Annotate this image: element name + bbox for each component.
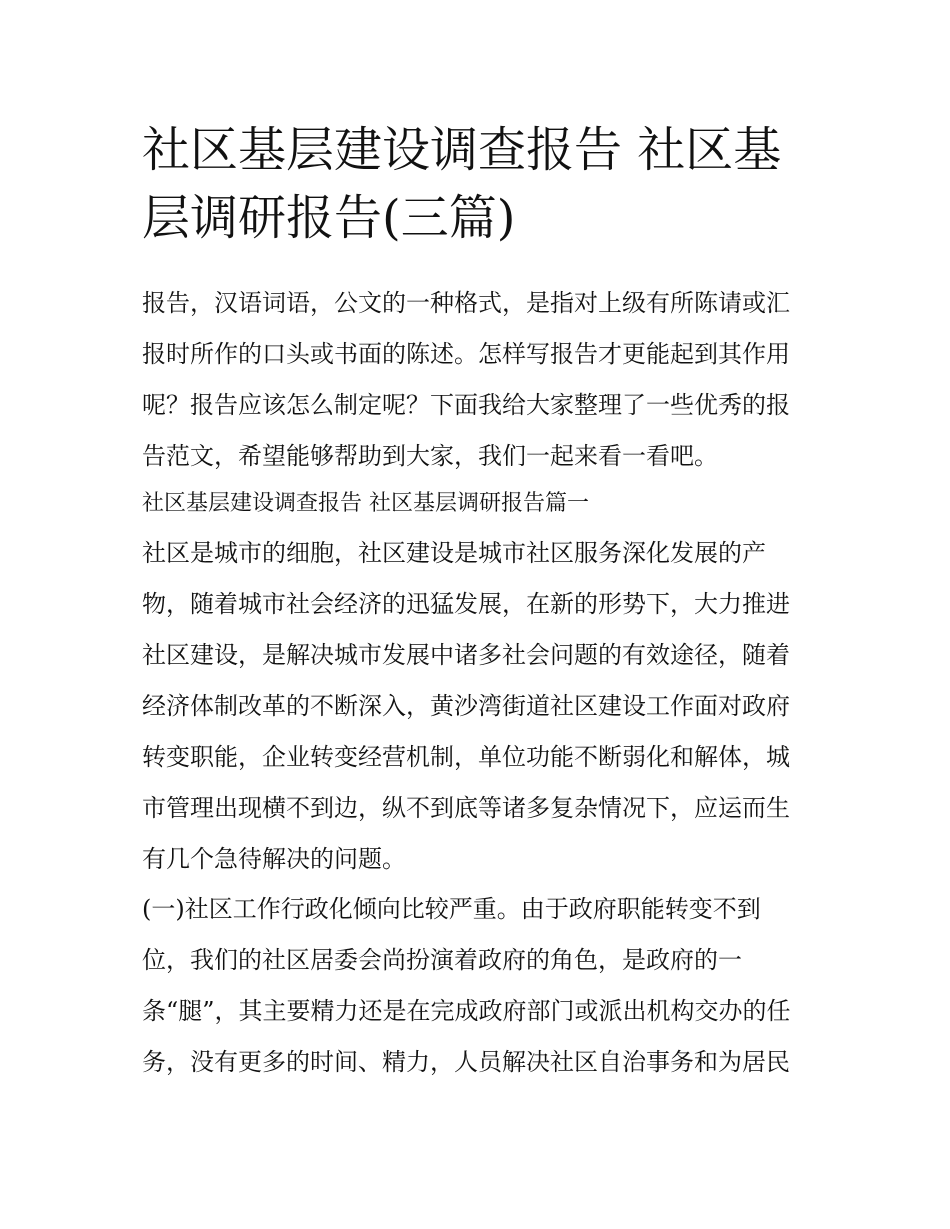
- text-line: 务，没有更多的时间、精力，人员解决社区自治事务和为居民: [142, 1048, 790, 1076]
- body-paragraph: [142, 528, 814, 885]
- text-line: (一)社区工作行政化倾向比较严重。由于政府职能转变不到: [142, 895, 761, 923]
- title-line: 层调研报告(三篇): [142, 190, 516, 246]
- text-line: 条“腿”，其主要精力还是在完成政府部门或派出机构交办的任: [142, 997, 791, 1025]
- text-line: 有几个急待解决的问题。: [142, 845, 406, 873]
- text-line: 转变职能，企业转变经营机制，单位功能不断弱化和解体，城: [142, 743, 790, 771]
- text-line: 经济体制改革的不断深入，黄沙湾街道社区建设工作面对政府: [142, 692, 790, 720]
- text-line: 告范文，希望能够帮助到大家，我们一起来看一看吧。: [142, 442, 718, 470]
- text-line: 社区建设，是解决城市发展中诸多社会问题的有效途径，随着: [142, 641, 790, 669]
- text-line: 社区是城市的细胞，社区建设是城市社区服务深化发展的产: [142, 539, 766, 567]
- section-heading: 社区基层建设调查报告 社区基层调研报告篇一: [142, 491, 589, 516]
- text-line: 呢？报告应该怎么制定呢？下面我给大家整理了一些优秀的报: [142, 391, 790, 419]
- text-line: 报告，汉语词语，公文的一种格式，是指对上级有所陈请或汇: [142, 289, 790, 317]
- text-line: 物，随着城市社会经济的迅猛发展，在新的形势下，大力推进: [142, 590, 790, 618]
- point-paragraph: [142, 884, 814, 1088]
- text-line: 报时所作的口头或书面的陈述。怎样写报告才更能起到其作用: [142, 340, 790, 368]
- document-title: [142, 116, 814, 252]
- intro-paragraph: [142, 278, 814, 482]
- text-line: 位，我们的社区居委会尚扮演着政府的角色，是政府的一: [142, 946, 742, 974]
- title-line: 社区基层建设调查报告 社区基: [142, 122, 782, 178]
- text-line: 市管理出现横不到边，纵不到底等诸多复杂情况下，应运而生: [142, 794, 790, 822]
